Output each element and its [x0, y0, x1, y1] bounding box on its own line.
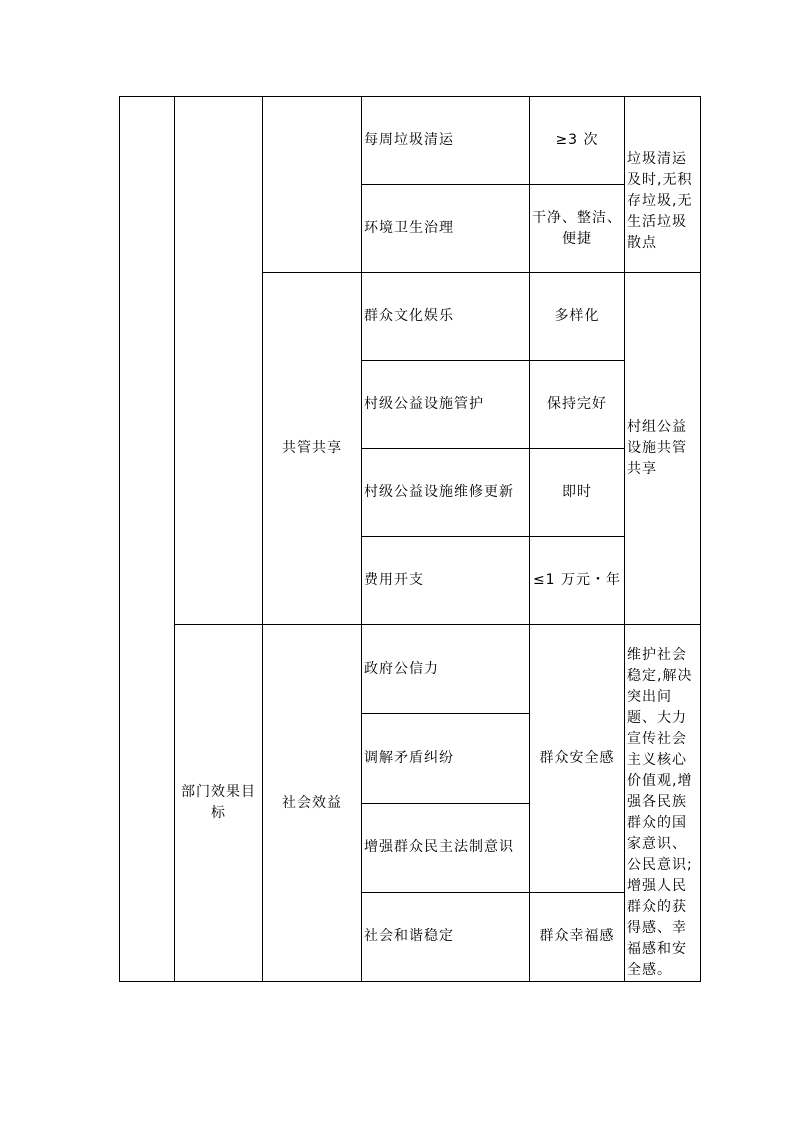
note-social-text: 维护社会稳定,解决突出问题、大力宣传社会主义核心价值观,增强各民族群众的国家意识、公民意识;增强人民群众的获得感、幸福感和安全感。: [627, 647, 693, 978]
value-cell: ≥3 次: [530, 97, 625, 185]
note-garbage-text: 垃圾清运及时,无积存垃圾,无生活垃圾散点: [627, 151, 693, 251]
note-cell-social: [625, 625, 701, 982]
target-dept-cell: 部门效果目标: [175, 625, 263, 982]
indicator-cell: 社会和谐稳定: [362, 892, 530, 981]
indicator-cell: 村级公益设施维修更新: [362, 449, 530, 537]
category-cogovern-cell: 共管共享: [263, 273, 362, 625]
indicator-cell: 政府公信力: [362, 625, 530, 714]
indicator-cell: 环境卫生治理: [362, 185, 530, 273]
category-social-cell: 社会效益: [263, 625, 362, 982]
indicator-cell: 增强群众民主法制意识: [362, 803, 530, 892]
performance-table: [119, 96, 701, 982]
indicator-cell: 调解矛盾纠纷: [362, 714, 530, 803]
value-cell: 干净、整洁、便捷: [530, 185, 625, 273]
value-cell: ≤1 万元・年: [530, 537, 625, 625]
indicator-cell: 每周垃圾清运: [362, 97, 530, 185]
value-cell-safety: 群众安全感: [530, 625, 625, 893]
indicator-cell: 费用开支: [362, 537, 530, 625]
blank-category-cell: [263, 97, 362, 273]
value-cell: 多样化: [530, 273, 625, 361]
blank-column-cell: [120, 97, 175, 982]
blank-target-cell: [175, 97, 263, 625]
value-cell: 保持完好: [530, 361, 625, 449]
table-row: [120, 97, 701, 185]
note-cell-garbage: [625, 97, 701, 273]
indicator-cell: 村级公益设施管护: [362, 361, 530, 449]
note-cell-facilities: 村组公益设施共管共享: [625, 273, 701, 625]
value-cell: 群众幸福感: [530, 892, 625, 981]
indicator-cell: 群众文化娱乐: [362, 273, 530, 361]
value-cell: 即时: [530, 449, 625, 537]
table-row: [120, 625, 701, 714]
